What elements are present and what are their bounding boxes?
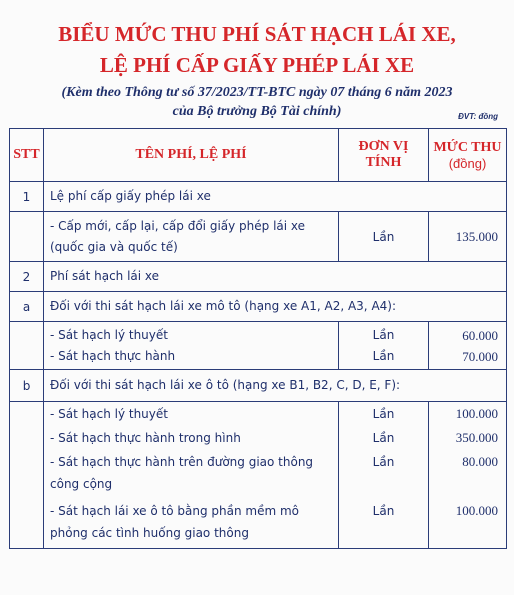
row-stt [10, 212, 44, 262]
table-row [10, 292, 507, 322]
fee-table [9, 128, 507, 549]
header-fee [429, 129, 507, 182]
item-name-line1: - Sát hạch thực hành trên đường giao thông [50, 455, 314, 469]
row-name-line2: (quốc gia và quốc tế) [50, 239, 178, 254]
item-name: - Sát hạch lý thuyết [50, 407, 168, 421]
item-unit: Lần [372, 407, 395, 421]
item-name-line1: - Sát hạch lái xe ô tô bằng phần mềm mô [50, 504, 300, 518]
item-name-line2: công cộng [50, 477, 113, 491]
document-title-line2: LỆ PHÍ CẤP GIẤY PHÉP LÁI XE [99, 53, 415, 77]
item-fee: 70.000 [462, 348, 498, 364]
item-name: - Sát hạch thực hành trong hình [50, 431, 241, 445]
subtitle-line1: (Kèm theo Thông tư số 37/2023/TT-BTC ngày 07 tháng 6 năm 2023 [61, 85, 453, 100]
row-name [44, 322, 339, 370]
table-row [10, 182, 507, 212]
table-row [10, 262, 507, 292]
row-stt: b [10, 370, 44, 402]
row-name [44, 212, 339, 262]
item-fee: 350.000 [455, 430, 498, 445]
row-unit [339, 322, 429, 370]
item-name: - Sát hạch lý thuyết [50, 327, 168, 342]
item-fee: 100.000 [455, 503, 498, 518]
row-stt: 2 [10, 262, 44, 292]
item-name [50, 450, 332, 499]
table-row [10, 322, 507, 370]
item-unit: Lần [372, 455, 395, 469]
row-fee: 135.000 [429, 212, 507, 262]
item-fee: 80.000 [462, 454, 498, 469]
row-name [44, 402, 339, 549]
row-name: Đối với thi sát hạch lái xe mô tô (hạng xe A1, A2, A3, A4): [44, 292, 507, 322]
row-name: Phí sát hạch lái xe [44, 262, 507, 292]
subtitle-line2: của Bộ trưởng Bộ Tài chính) [172, 104, 342, 119]
document-title-line1: BIỂU MỨC THU PHÍ SÁT HẠCH LÁI XE, [58, 22, 456, 46]
row-name: Đối với thi sát hạch lái xe ô tô (hạng xe B1, B2, C, D, E, F): [44, 370, 507, 402]
item-unit: Lần [372, 327, 395, 342]
row-name-line1: - Cấp mới, cấp lại, cấp đổi giấy phép lái xe [50, 218, 306, 233]
item-name: - Sát hạch thực hành [50, 348, 176, 363]
item-unit: Lần [372, 348, 395, 363]
item-name [50, 499, 332, 548]
header-unit: ĐƠN VỊ TÍNH [339, 129, 429, 182]
table-row [10, 370, 507, 402]
header-fee-line2: (đồng) [448, 155, 487, 171]
row-unit [339, 402, 429, 549]
item-unit: Lần [372, 504, 395, 518]
header-name: TÊN PHÍ, LỆ PHÍ [44, 129, 339, 182]
row-name: Lệ phí cấp giấy phép lái xe [44, 182, 507, 212]
row-unit: Lần [339, 212, 429, 262]
item-fee: 60.000 [462, 327, 498, 343]
row-stt [10, 402, 44, 549]
item-fee: 100.000 [455, 406, 498, 421]
item-unit: Lần [372, 431, 395, 445]
table-row [10, 212, 507, 262]
row-stt: a [10, 292, 44, 322]
table-row [10, 402, 507, 549]
table-header-row [10, 129, 507, 182]
header-fee-line1: MỨC THU [433, 139, 502, 155]
row-stt [10, 322, 44, 370]
header-stt: STT [10, 129, 44, 182]
row-fee [429, 402, 507, 549]
row-fee [429, 322, 507, 370]
item-name-line2: phỏng các tình huống giao thông [50, 526, 249, 540]
unit-note: ĐVT: đồng [458, 112, 498, 121]
row-stt: 1 [10, 182, 44, 212]
